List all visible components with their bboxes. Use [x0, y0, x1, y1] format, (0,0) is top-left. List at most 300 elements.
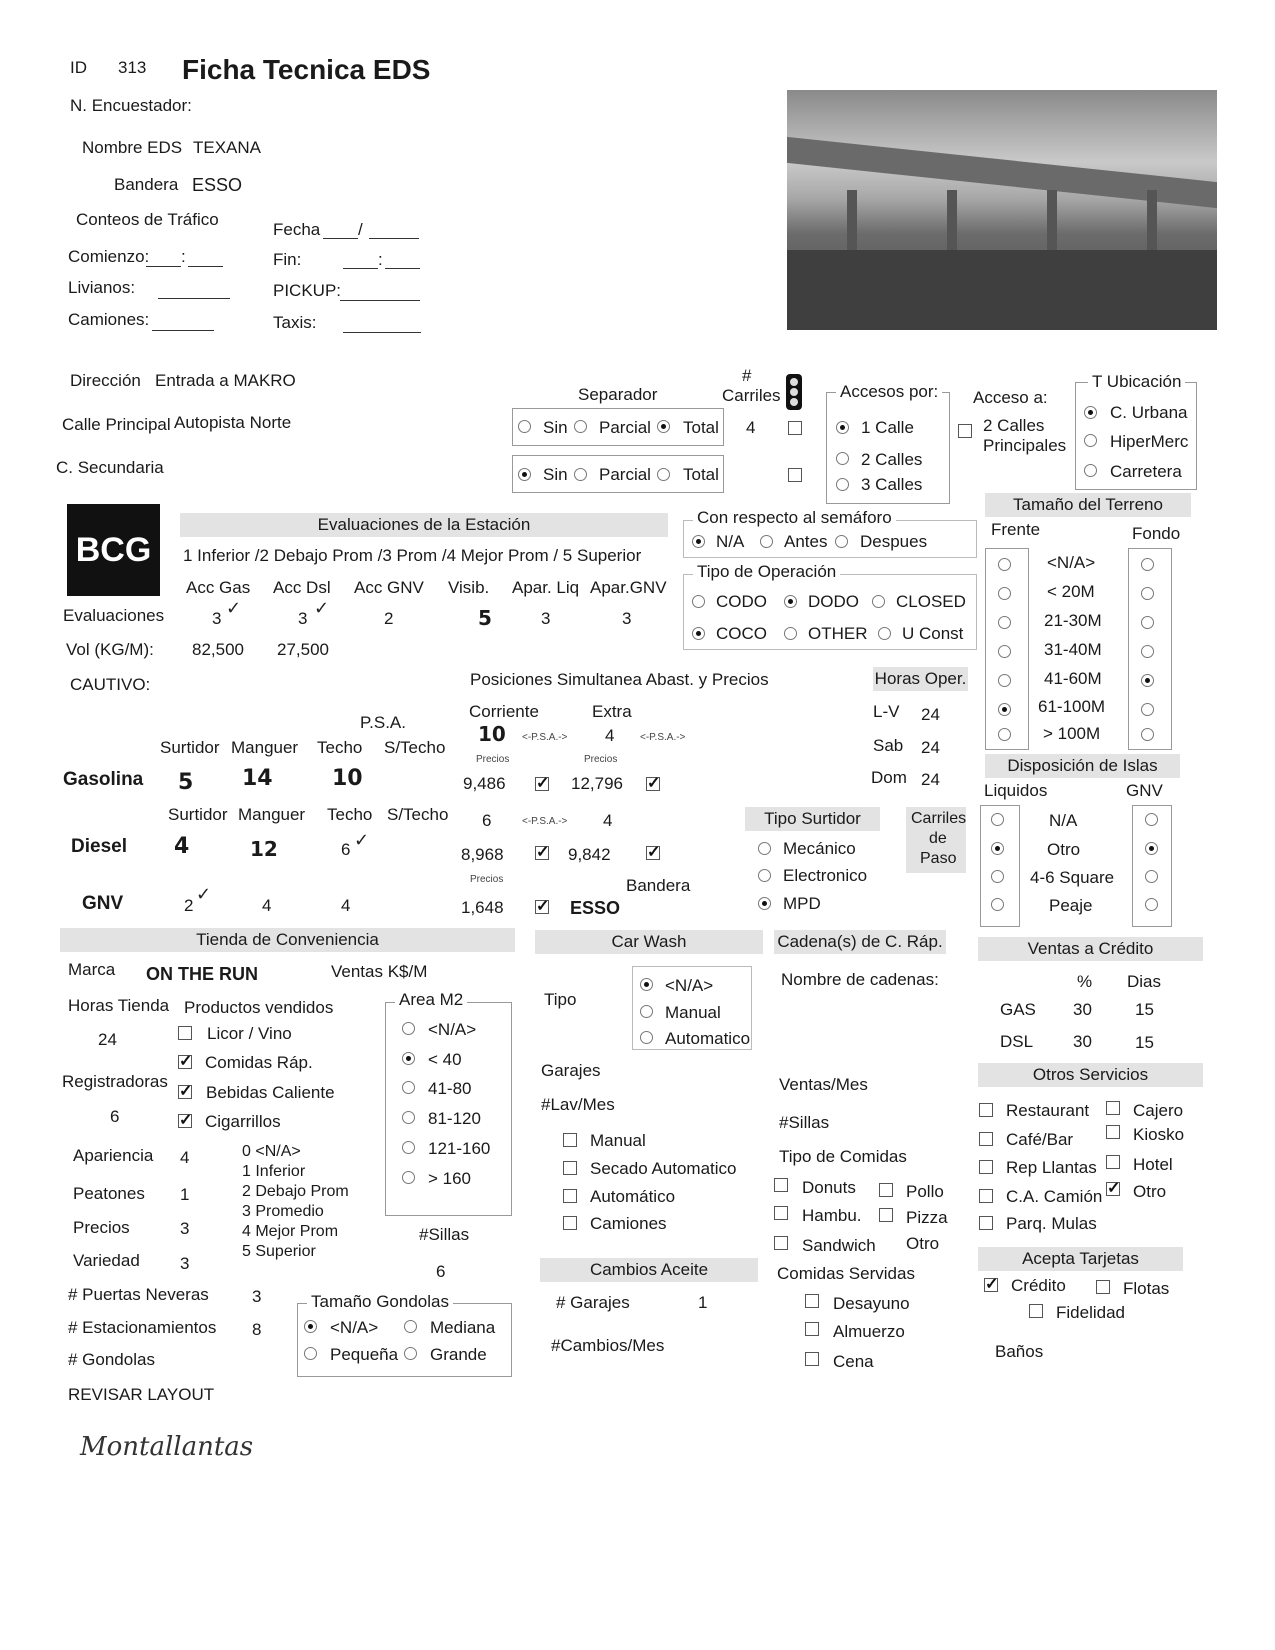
gondola-option-na: <N/A> — [330, 1318, 379, 1337]
comienzo-sep: : — [181, 247, 186, 266]
semaforo-despues-radio[interactable] — [835, 535, 848, 548]
frente-radio-31-40[interactable] — [998, 645, 1011, 658]
gondola-radio-grande[interactable] — [404, 1347, 417, 1360]
gnv-price: 1,648 — [461, 898, 504, 917]
gnv-islas-radio-na[interactable] — [1145, 813, 1158, 826]
precios-tienda-value: 3 — [180, 1219, 190, 1238]
frente-radio-41-60[interactable] — [998, 674, 1011, 687]
operacion-closed-radio[interactable] — [872, 595, 885, 608]
posiciones-title: Posiciones Simultanea Abast. y Precios — [470, 670, 769, 689]
comida-otro-label: Otro — [906, 1234, 940, 1253]
manguer-label-gas: Manguer — [231, 738, 299, 757]
horas-lv-label: L-V — [873, 702, 900, 721]
evaluaciones-scale: 1 Inferior /2 Debajo Prom /3 Prom /4 Mejor Prom / 5 Superior — [183, 546, 642, 565]
carwash-radio-manual[interactable] — [640, 1005, 653, 1018]
operacion-dodo-radio[interactable] — [784, 595, 797, 608]
islas-gnv-label: GNV — [1126, 781, 1163, 800]
frente-radio-20[interactable] — [998, 587, 1011, 600]
sillas-tienda-label: #Sillas — [419, 1225, 470, 1244]
area-radio-81-120[interactable] — [402, 1111, 415, 1124]
gnv-islas-radio-otro[interactable] — [1145, 842, 1158, 855]
gasolina-label: Gasolina — [63, 769, 144, 790]
livianos-line[interactable] — [158, 298, 230, 299]
registradoras-label: Registradoras — [62, 1072, 168, 1091]
page-title: Ficha Tecnica EDS — [182, 54, 431, 85]
horas-sab-label: Sab — [873, 736, 904, 755]
comida-pollo-label: Pollo — [906, 1182, 944, 1201]
gnv-islas-radio-peaje[interactable] — [1145, 898, 1158, 911]
tarjeta-fidelidad-check[interactable] — [1029, 1304, 1043, 1318]
accesos-1calle-radio[interactable] — [836, 421, 849, 434]
gnv-manguer: 4 — [262, 896, 272, 915]
gondola-radio-na[interactable] — [304, 1320, 317, 1333]
liquidos-radio-peaje[interactable] — [991, 898, 1004, 911]
nombre-label: Nombre EDS — [82, 138, 183, 157]
gas-corriente-check[interactable] — [535, 777, 549, 791]
separador2-parcial-radio[interactable] — [574, 468, 587, 481]
credito-dsl-pct: 30 — [1073, 1032, 1092, 1051]
calle-value: Autopista Norte — [174, 413, 292, 432]
semaforo-title: Con respecto al semáforo — [693, 508, 896, 528]
carwash-check-manual-label: Manual — [590, 1131, 646, 1150]
vol-label: Vol (KG/M): — [66, 640, 154, 659]
terreno-option-41-60: 41-60M — [1044, 669, 1102, 688]
extra-label: Extra — [592, 702, 632, 721]
tarjeta-flotas-check[interactable] — [1096, 1280, 1110, 1294]
carwash-secado-check[interactable] — [563, 1161, 577, 1175]
carwash-lav-label: #Lav/Mes — [541, 1095, 615, 1114]
accesos-2calles-radio[interactable] — [836, 452, 849, 465]
tarjeta-credito-check[interactable] — [984, 1278, 998, 1292]
carwash-title: Car Wash — [535, 930, 763, 954]
tipo-mecanico-label: Mecánico — [783, 839, 856, 858]
horas-title: Horas Oper. — [873, 667, 968, 691]
col-acc-gas: Acc Gas — [186, 578, 251, 597]
fondo-radio-20[interactable] — [1141, 587, 1154, 600]
operacion-coco-label: COCO — [716, 624, 767, 643]
gnv-techo: 4 — [341, 896, 351, 915]
fondo-radio-31-40[interactable] — [1141, 645, 1154, 658]
ubicacion-carretera-radio[interactable] — [1084, 464, 1097, 477]
operacion-dodo-label: DODO — [808, 592, 859, 611]
gondola-title: Tamaño Gondolas — [307, 1292, 453, 1312]
carwash-manual-check[interactable] — [563, 1133, 577, 1147]
carriles-paso-line2: de — [929, 830, 947, 847]
credito-dsl-label: DSL — [1000, 1032, 1034, 1051]
comidas-servidas-label: Comidas Servidas — [777, 1264, 915, 1283]
tipo-surtidor-title: Tipo Surtidor — [745, 807, 880, 831]
livianos-label: Livianos: — [68, 278, 136, 297]
bandera-value: ESSO — [192, 175, 243, 195]
diesel-manguer: 12 — [250, 837, 278, 861]
aceite-cambios-label: #Cambios/Mes — [551, 1336, 665, 1355]
gas-price-extra: 12,796 — [571, 774, 623, 793]
carriles-hash: # — [742, 366, 752, 385]
gnv-surtidor: 2 — [184, 896, 194, 915]
accesos-3calles-label: 3 Calles — [861, 475, 923, 494]
servida-cena-check[interactable] — [805, 1352, 819, 1366]
islas-option-peaje: Peaje — [1049, 896, 1093, 915]
servicio-hotel-check[interactable] — [1106, 1155, 1120, 1169]
terreno-fondo-label: Fondo — [1132, 524, 1181, 543]
area-option-121-160: 121-160 — [428, 1139, 491, 1158]
comida-hambu-check[interactable] — [774, 1206, 788, 1220]
area-option-81-120: 81-120 — [428, 1109, 481, 1128]
col-apar-gnv: Apar.GNV — [590, 578, 667, 597]
diesel-pos: 6 — [482, 811, 492, 830]
fondo-radio-na[interactable] — [1141, 558, 1154, 571]
liquidos-radio-otro[interactable] — [991, 842, 1004, 855]
operacion-codo-radio[interactable] — [692, 595, 705, 608]
gnv-bandera-label: Bandera — [626, 876, 691, 895]
marca-value: ON THE RUN — [146, 964, 258, 984]
servida-desayuno-check[interactable] — [805, 1294, 819, 1308]
carwash-check-camiones-label: Camiones — [590, 1214, 667, 1233]
horas-tienda-value: 24 — [98, 1030, 117, 1049]
fecha-month-line[interactable] — [369, 238, 419, 239]
islas-option-otro: Otro — [1047, 840, 1081, 859]
carriles-value: 4 — [746, 418, 756, 437]
camiones-line[interactable] — [152, 330, 214, 331]
separador2-total-radio[interactable] — [657, 468, 670, 481]
cadena-sillas-label: #Sillas — [779, 1113, 830, 1132]
comida-donuts-check[interactable] — [774, 1178, 788, 1192]
accesos-1calle-label: 1 Calle — [861, 418, 914, 437]
col-acc-gnv: Acc GNV — [354, 578, 424, 597]
tipo-electronico-label: Electronico — [783, 866, 868, 885]
carwash-camiones-check[interactable] — [563, 1216, 577, 1230]
dsl-1-check[interactable] — [535, 846, 549, 860]
dsl-2-check[interactable] — [646, 846, 660, 860]
estacionamientos-label: # Estacionamientos — [68, 1318, 217, 1337]
area-option-41-80: 41-80 — [428, 1079, 472, 1098]
carwash-check-secado-label: Secado Automatico — [590, 1159, 737, 1178]
gnv-bandera-value: ESSO — [570, 898, 621, 918]
fecha-day-line[interactable] — [323, 238, 358, 239]
servicio-mulas-check[interactable] — [979, 1216, 993, 1230]
semaforo-antes-radio[interactable] — [760, 535, 773, 548]
ubicacion-urbana-label: C. Urbana — [1110, 403, 1188, 422]
servicio-kiosko-check[interactable] — [1106, 1125, 1120, 1139]
direccion-value: Entrada a MAKRO — [155, 371, 296, 390]
precios-label-1: Precios — [476, 754, 510, 765]
operacion-uconst-radio[interactable] — [878, 627, 891, 640]
area-radio-40[interactable] — [402, 1052, 415, 1065]
aceite-title: Cambios Aceite — [540, 1258, 758, 1282]
rating-scale-3: 3 Promedio — [242, 1203, 324, 1220]
credito-dsl-dias: 15 — [1135, 1033, 1154, 1052]
operacion-closed-label: CLOSED — [896, 592, 966, 611]
accesos-title: Accesos por: — [836, 382, 942, 402]
fondo-radio-41-60[interactable] — [1141, 674, 1154, 687]
frente-radio-100[interactable] — [998, 728, 1011, 741]
servicio-restaurant-label: Restaurant — [1006, 1101, 1090, 1120]
servicio-cafebar-label: Café/Bar — [1006, 1130, 1074, 1149]
tipo-mecanico-radio[interactable] — [758, 842, 771, 855]
horas-dom-value: 24 — [921, 770, 940, 789]
cautivo-label: CAUTIVO: — [70, 675, 151, 694]
aceite-garajes-value: 1 — [698, 1293, 708, 1312]
servicio-restaurant-check[interactable] — [979, 1103, 993, 1117]
tarjeta-fidelidad-label: Fidelidad — [1056, 1303, 1125, 1322]
islas-title: Disposición de Islas — [985, 754, 1180, 778]
acceso-a-option-line1: 2 Calles — [983, 416, 1045, 435]
gnv-label: GNV — [82, 893, 124, 914]
separador1-parcial-label: Parcial — [599, 418, 651, 437]
acceso-a-label: Acceso a: — [973, 388, 1048, 407]
separador1-sin-radio[interactable] — [518, 420, 531, 433]
servicio-llantas-check[interactable] — [979, 1160, 993, 1174]
tarjeta-credito-label: Crédito — [1011, 1276, 1066, 1295]
dsl-price-1: 8,968 — [461, 845, 504, 864]
operacion-codo-label: CODO — [716, 592, 767, 611]
peatones-value: 1 — [180, 1185, 190, 1204]
terreno-option-20: < 20M — [1047, 582, 1095, 601]
techo-label-dsl: Techo — [327, 805, 373, 824]
producto-cigarrillos-check[interactable] — [178, 1114, 192, 1128]
separador1-total-radio[interactable] — [657, 420, 670, 433]
accesos-3calles-radio[interactable] — [836, 478, 849, 491]
fin-min-line[interactable] — [385, 268, 420, 269]
producto-comidas-label: Comidas Ráp. — [205, 1053, 313, 1072]
psa-arrow-3: <-P.S.A.-> — [522, 816, 568, 827]
gondolas-label: # Gondolas — [68, 1350, 155, 1369]
separador1-parcial-radio[interactable] — [574, 420, 587, 433]
tipo-mpd-radio[interactable] — [758, 897, 771, 910]
techo-label-gas: Techo — [317, 738, 363, 757]
servicio-mulas-label: Parq. Mulas — [1006, 1214, 1097, 1233]
area-option-40: < 40 — [428, 1050, 462, 1069]
semaforo-na-radio[interactable] — [692, 535, 705, 548]
liquidos-radio-square[interactable] — [991, 870, 1004, 883]
separador2-sin-label: Sin — [543, 465, 568, 484]
vol-gas: 82,500 — [192, 640, 244, 659]
eval-apar-gnv: 3 — [622, 609, 632, 628]
fondo-radio-21-30[interactable] — [1141, 616, 1154, 629]
carwash-radio-na[interactable] — [640, 978, 653, 991]
servicio-cafebar-check[interactable] — [979, 1132, 993, 1146]
rating-scale-5: 5 Superior — [242, 1243, 316, 1260]
id-label: ID — [70, 58, 87, 77]
operacion-other-radio[interactable] — [784, 627, 797, 640]
separador2-sin-radio[interactable] — [518, 468, 531, 481]
ubicacion-hipermerc-radio[interactable] — [1084, 434, 1097, 447]
estacionamientos-value: 8 — [252, 1320, 262, 1339]
operacion-other-label: OTHER — [808, 624, 868, 643]
area-radio-160[interactable] — [402, 1171, 415, 1184]
terreno-option-100: > 100M — [1043, 724, 1101, 743]
horas-sab-value: 24 — [921, 738, 940, 757]
nombre-value: TEXANA — [193, 138, 262, 157]
comida-pizza-check[interactable] — [879, 1208, 893, 1222]
cadena-nombre-label: Nombre de cadenas: — [781, 970, 939, 989]
operacion-coco-radio[interactable] — [692, 627, 705, 640]
gnv-islas-radio-square[interactable] — [1145, 870, 1158, 883]
tienda-title: Tienda de Conveniencia — [60, 928, 515, 952]
gasolina-surtidor: 5 — [178, 770, 194, 795]
surtidor-label-gas: Surtidor — [160, 738, 220, 757]
vol-dsl: 27,500 — [277, 640, 329, 659]
taxis-line[interactable] — [343, 332, 421, 333]
liquidos-radio-na[interactable] — [991, 813, 1004, 826]
corriente-pos: 10 — [478, 722, 506, 746]
station-photo — [787, 90, 1217, 330]
area-option-160: > 160 — [428, 1169, 472, 1188]
terreno-option-21-30: 21-30M — [1044, 611, 1102, 630]
precios-label-2: Precios — [584, 754, 618, 765]
credito-dias-label: Dias — [1127, 972, 1162, 991]
gondola-box — [297, 1303, 512, 1377]
precios-label-3: Precios — [470, 874, 504, 885]
check-mark-icon: ✓ — [354, 830, 370, 851]
gondola-radio-pequena[interactable] — [304, 1347, 317, 1360]
carwash-radio-automatico[interactable] — [640, 1031, 653, 1044]
apariencia-label: Apariencia — [73, 1146, 154, 1165]
gondola-radio-mediana[interactable] — [404, 1320, 417, 1333]
comienzo-hour-line[interactable] — [146, 266, 181, 267]
diesel-surtidor: 4 — [174, 834, 190, 859]
carwash-automatico-check[interactable] — [563, 1189, 577, 1203]
fin-sep: : — [378, 250, 383, 269]
servicio-otro-check[interactable] — [1106, 1182, 1120, 1196]
gas-extra-check[interactable] — [646, 777, 660, 791]
fecha-label: Fecha — [273, 220, 321, 239]
corriente-label: Corriente — [469, 702, 539, 721]
servicio-cajero-check[interactable] — [1106, 1101, 1120, 1115]
evaluaciones-title: Evaluaciones de la Estación — [180, 513, 668, 537]
revisar-layout: REVISAR LAYOUT — [68, 1385, 215, 1404]
islas-liquidos-label: Liquidos — [984, 781, 1048, 800]
comida-pizza-label: Pizza — [906, 1208, 948, 1227]
evaluaciones-row-label: Evaluaciones — [63, 606, 165, 625]
sillas-tienda-value: 6 — [436, 1262, 446, 1281]
comida-sandwich-check[interactable] — [774, 1236, 788, 1250]
comida-pollo-check[interactable] — [879, 1183, 893, 1197]
id-value: 313 — [118, 58, 147, 77]
credito-pct-label: % — [1077, 972, 1093, 991]
rating-scale-4: 4 Mejor Prom — [242, 1223, 339, 1240]
frente-radio-61-100[interactable] — [998, 703, 1011, 716]
ubicacion-urbana-radio[interactable] — [1084, 406, 1097, 419]
islas-option-na: N/A — [1049, 811, 1078, 830]
tipo-mpd-label: MPD — [783, 894, 821, 913]
fondo-radio-100[interactable] — [1141, 728, 1154, 741]
horas-tienda-label: Horas Tienda — [68, 996, 170, 1015]
rating-scale-1: 1 Inferior — [242, 1163, 306, 1180]
carwash-option-automatico: Automatico — [665, 1029, 751, 1048]
semaforo-na-label: N/A — [716, 532, 745, 551]
semaforo-check-2[interactable] — [788, 468, 802, 482]
producto-bebidas-label: Bebidas Caliente — [206, 1083, 335, 1102]
diesel-techo: 6 — [341, 840, 351, 859]
credito-gas-pct: 30 — [1073, 1000, 1092, 1019]
marca-label: Marca — [68, 960, 116, 979]
diesel-label: Diesel — [71, 836, 127, 857]
ubicacion-hipermerc-label: HiperMerc — [1110, 432, 1189, 451]
fin-label: Fin: — [273, 250, 302, 269]
area-title: Area M2 — [395, 990, 467, 1010]
servida-desayuno-label: Desayuno — [833, 1294, 910, 1313]
stecho-label-gas: S/Techo — [384, 738, 446, 757]
acceso-a-option-line2: Principales — [983, 436, 1067, 455]
servicio-hotel-label: Hotel — [1133, 1155, 1173, 1174]
rating-scale-0: 0 <N/A> — [242, 1143, 301, 1160]
servida-almuerzo-check[interactable] — [805, 1322, 819, 1336]
servida-almuerzo-label: Almuerzo — [833, 1322, 905, 1341]
gondola-option-grande: Grande — [430, 1345, 487, 1364]
surtidor-label-dsl: Surtidor — [168, 805, 228, 824]
aceite-garajes-label: # Garajes — [556, 1293, 630, 1312]
tarjeta-flotas-label: Flotas — [1123, 1279, 1170, 1298]
signature: Montallantas — [80, 1432, 254, 1462]
acceso-a-check[interactable] — [958, 424, 972, 438]
terreno-option-31-40: 31-40M — [1044, 640, 1102, 659]
eval-visib: 5 — [478, 606, 492, 630]
fondo-radio-61-100[interactable] — [1141, 703, 1154, 716]
puertas-label: # Puertas Neveras — [68, 1285, 209, 1304]
ubicacion-title: T Ubicación — [1088, 372, 1185, 392]
area-option-na: <N/A> — [428, 1020, 477, 1039]
fin-hour-line[interactable] — [343, 268, 378, 269]
gnv-check[interactable] — [535, 900, 549, 914]
col-visib: Visib. — [448, 578, 490, 597]
camiones-label: Camiones: — [68, 310, 150, 329]
semaforo-check-1[interactable] — [788, 421, 802, 435]
producto-bebidas-check[interactable] — [178, 1085, 192, 1099]
secundaria-label: C. Secundaria — [56, 458, 164, 477]
accesos-2calles-label: 2 Calles — [861, 450, 923, 469]
servicio-camion-check[interactable] — [979, 1189, 993, 1203]
area-radio-na[interactable] — [402, 1022, 415, 1035]
psa-arrow-1: <-P.S.A.-> — [522, 732, 568, 743]
cadena-ventas-label: Ventas/Mes — [779, 1075, 868, 1094]
cadena-tipo-label: Tipo de Comidas — [779, 1147, 907, 1166]
variedad-label: Variedad — [73, 1251, 140, 1270]
comienzo-min-line[interactable] — [188, 266, 223, 267]
gas-price-corriente: 9,486 — [463, 774, 506, 793]
tipo-electronico-radio[interactable] — [758, 869, 771, 882]
servicio-camion-label: C.A. Camión — [1006, 1187, 1103, 1206]
carriles-title: Carriles — [722, 386, 781, 405]
carwash-garajes-label: Garajes — [541, 1061, 601, 1080]
producto-comidas-check[interactable] — [178, 1055, 192, 1069]
pickup-line[interactable] — [340, 300, 420, 301]
carwash-option-na: <N/A> — [665, 976, 714, 995]
peatones-label: Peatones — [73, 1184, 145, 1203]
comida-sandwich-label: Sandwich — [802, 1236, 876, 1255]
comienzo-label: Comienzo: — [68, 247, 150, 266]
extra-pos: 4 — [605, 726, 615, 745]
servida-cena-label: Cena — [833, 1352, 874, 1371]
dsl-price-2: 9,842 — [568, 845, 611, 864]
eval-apar-liq: 3 — [541, 609, 551, 628]
taxis-label: Taxis: — [273, 313, 317, 332]
frente-radio-na[interactable] — [998, 558, 1011, 571]
frente-radio-21-30[interactable] — [998, 616, 1011, 629]
gasolina-techo: 10 — [332, 766, 363, 791]
separador1-sin-label: Sin — [543, 418, 568, 437]
precios-tienda-label: Precios — [73, 1218, 130, 1237]
producto-licor-check[interactable] — [178, 1026, 192, 1040]
psa-label: P.S.A. — [360, 713, 406, 732]
pickup-label: PICKUP: — [273, 281, 342, 300]
terreno-option-61-100: 61-100M — [1038, 697, 1106, 716]
area-radio-121-160[interactable] — [402, 1141, 415, 1154]
area-radio-41-80[interactable] — [402, 1081, 415, 1094]
gondola-option-mediana: Mediana — [430, 1318, 496, 1337]
semaforo-despues-label: Despues — [860, 532, 928, 551]
conteos-label: Conteos de Tráfico — [76, 210, 219, 229]
